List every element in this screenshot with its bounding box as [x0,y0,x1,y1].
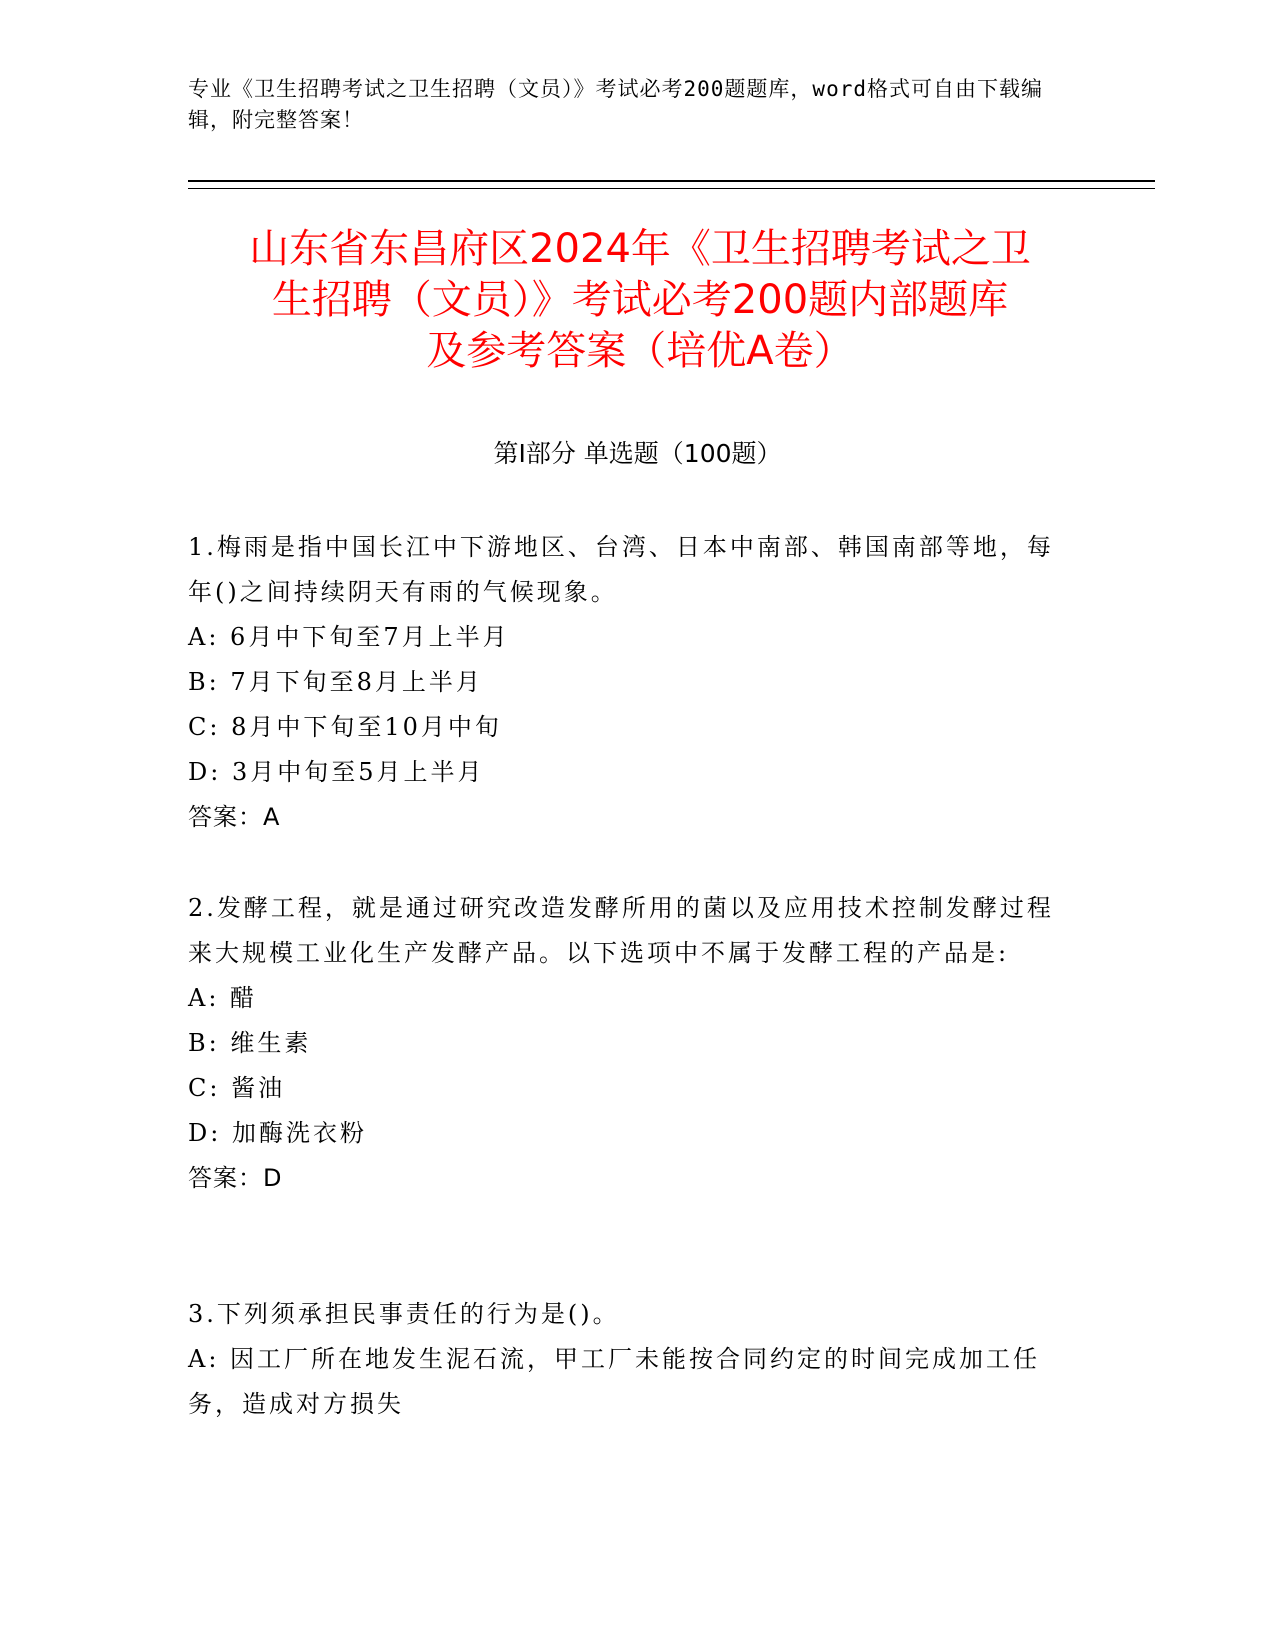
question-item [188,525,1068,840]
document-title [170,224,1110,377]
header-rule-thin [188,188,1155,189]
option-d: D: 3月中旬至5月上半月 [188,758,485,786]
option-a: A: 醋 [188,984,258,1012]
title-line: 生招聘（文员）》考试必考200题内部题库 [271,277,1009,323]
question-stem: 2.发酵工程，就是通过研究改造发酵所用的菌以及应用技术控制发酵过程来大规模工业化生产发酵产品。以下选项中不属于发酵工程的产品是: [188,894,1054,967]
option-d: D: 加酶洗衣粉 [188,1119,367,1147]
title-line: 及参考答案（培优A卷） [426,328,854,374]
option-b: B: 7月下旬至8月上半月 [188,668,483,696]
header-rule-thick [188,180,1155,182]
option-b: B: 维生素 [188,1029,312,1057]
question-item [188,1292,1068,1427]
section-title: 第Ⅰ部分 单选题（100题） [493,439,782,468]
title-line: 山东省东昌府区2024年《卫生招聘考试之卫 [249,226,1031,272]
question-stem: 1.梅雨是指中国长江中下游地区、台湾、日本中南部、韩国南部等地，每年()之间持续阴天有雨的气候现象。 [188,533,1054,606]
answer-line: 答案：D [188,1164,283,1192]
option-c: C: 酱油 [188,1074,286,1102]
header-note: 专业《卫生招聘考试之卫生招聘（文员）》考试必考200题题库，word格式可自由下载编辑，附完整答案！ [188,77,1043,132]
option-c: C: 8月中下旬至10月中旬 [188,713,502,741]
answer-line: 答案：A [188,803,281,831]
question-item [188,886,1068,1201]
option-a: A: 6月中下旬至7月上半月 [188,623,510,651]
question-stem: 3.下列须承担民事责任的行为是()。 [188,1300,620,1328]
option-a: A: 因工厂所在地发生泥石流，甲工厂未能按合同约定的时间完成加工任务，造成对方损失 [188,1345,1041,1418]
